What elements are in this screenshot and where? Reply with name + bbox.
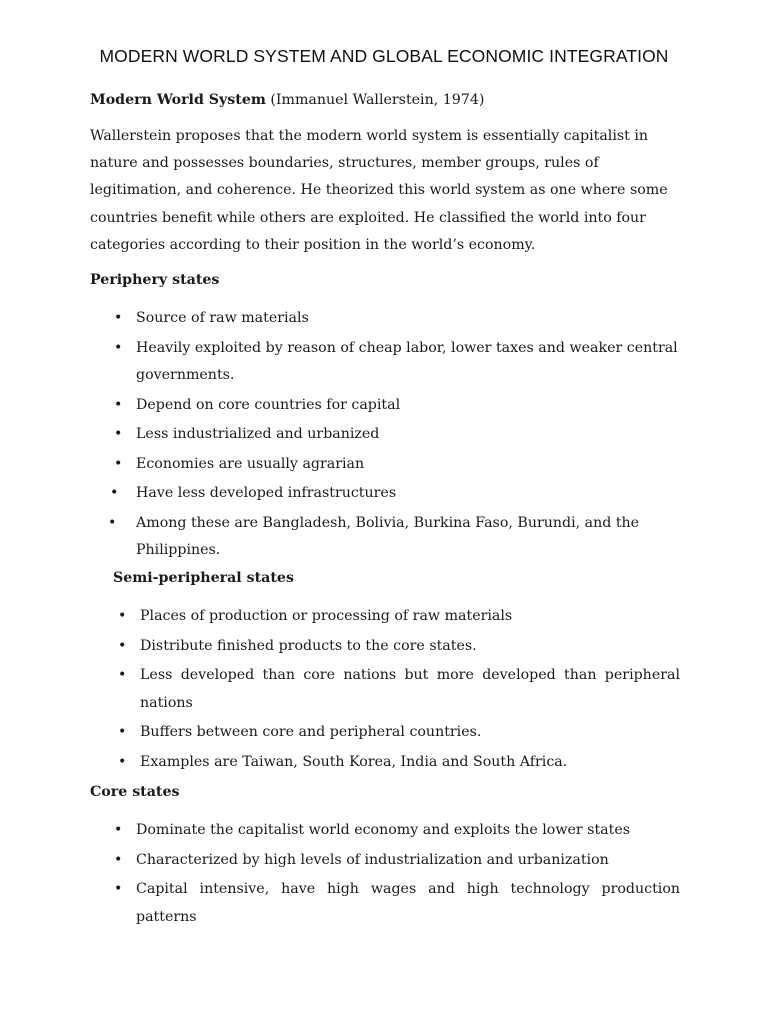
list-item: • Places of production or processing of raw materials xyxy=(94,603,680,631)
bullet: • xyxy=(108,514,117,531)
core-list xyxy=(90,817,680,931)
intro-citation: (Immanuel Wallerstein, 1974) xyxy=(265,92,485,108)
bullet: • xyxy=(114,426,123,442)
bullet: • xyxy=(118,667,127,683)
bullet: • xyxy=(118,724,127,740)
core-heading: Core states xyxy=(90,784,180,800)
bullet: • xyxy=(114,822,123,838)
intro-heading: Modern World System xyxy=(90,92,266,108)
list-item: • Economies are usually agrarian xyxy=(90,451,680,479)
bullet: • xyxy=(118,753,127,770)
list-item: • Examples are Taiwan, South Korea, India and South Africa. xyxy=(94,749,680,777)
bullet: • xyxy=(114,851,123,868)
list-item: • Depend on core countries for capital xyxy=(90,392,680,420)
intro-heading-line xyxy=(90,92,484,108)
list-item: • Less developed than core nations but more developed than peripheral nations xyxy=(94,662,680,717)
list-item: • Have less developed infrastructures xyxy=(90,480,680,508)
list-item: • Less industrialized and urbanized xyxy=(90,421,680,449)
semi-periphery-list xyxy=(94,603,680,776)
bullet: • xyxy=(114,396,123,413)
list-item: • Dominate the capitalist world economy and exploits the lower states xyxy=(90,817,680,845)
bullet: • xyxy=(114,881,123,897)
bullet: • xyxy=(114,310,123,326)
list-item: • Distribute finished products to the core states. xyxy=(94,633,680,661)
list-item: • Heavily exploited by reason of cheap labor, lower taxes and weaker central governments. xyxy=(90,335,680,390)
list-item: • Characterized by high levels of industrialization and urbanization xyxy=(90,847,680,875)
bullet: • xyxy=(114,339,123,356)
list-item: • Source of raw materials xyxy=(90,305,680,333)
semi-periphery-heading: Semi-peripheral states xyxy=(113,570,294,586)
list-item: • Capital intensive, have high wages and high technology production patterns xyxy=(90,876,680,931)
bullet: • xyxy=(114,455,123,472)
list-item: • Buffers between core and peripheral countries. xyxy=(94,719,680,747)
periphery-list xyxy=(90,305,680,565)
periphery-heading: Periphery states xyxy=(90,272,220,288)
bullet: • xyxy=(118,637,127,654)
list-item: • Among these are Bangladesh, Bolivia, Burkina Faso, Burundi, and the Philippines. xyxy=(90,510,680,565)
page-title: MODERN WORLD SYSTEM AND GLOBAL ECONOMIC INTEGRATION xyxy=(99,46,669,66)
intro-paragraph: Wallerstein proposes that the modern world system is essentially capitalist in nature and possesses boundaries, structures, member groups, rules of legitimation, and coherence. He theorized this world system as one where some countries benefit while others are exploited. He classified the world into four categories according to their position in the world’s economy. xyxy=(90,128,668,253)
bullet: • xyxy=(118,608,127,624)
bullet: • xyxy=(110,485,119,501)
